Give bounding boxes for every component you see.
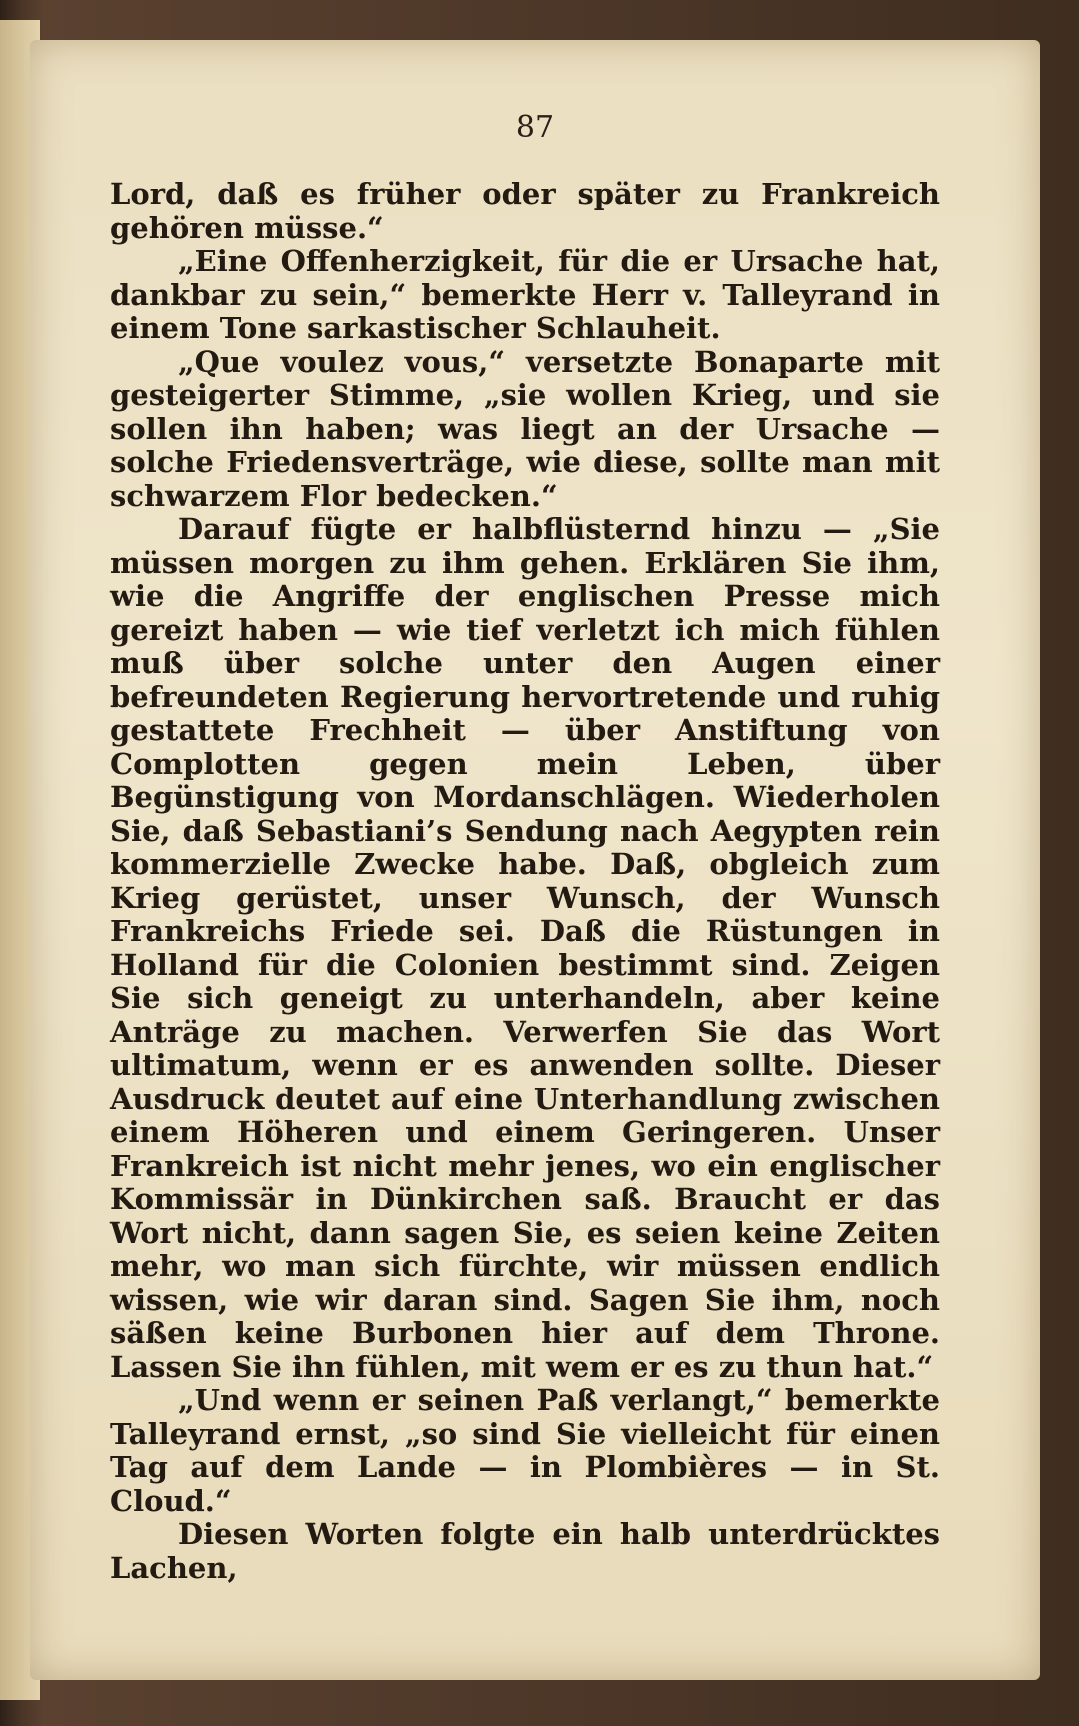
- book-page: [30, 40, 1040, 1680]
- paragraph: Darauf fügte er halbflüsternd hinzu — „Sie müssen morgen zu ihm gehen. Erklären Sie ihm, wie die Angriffe der englischen Presse mich gereizt haben — wie tief verletzt ich mich fühlen muß über solche unter den Augen einer befreundeten Regierung hervortretende und ruhig gestattete Frechheit — über Anstiftung von Complotten gegen mein Leben, über Begünstigung von Mordanschlägen. Wiederholen Sie, daß Sebastiani’s Sendung nach Aegypten rein kommerzielle Zwecke habe. Daß, obgleich zum Krieg gerüstet, unser Wunsch, der Wunsch Frankreichs Friede sei. Daß die Rüstungen in Holland für die Colonien bestimmt sind. Zeigen Sie sich geneigt zu unterhandeln, aber keine Anträge zu machen. Verwerfen Sie das Wort ultimatum, wenn er es anwenden sollte. Dieser Ausdruck deutet auf eine Unterhandlung zwischen einem Höheren und einem Geringeren. Unser Frankreich ist nicht mehr jenes, wo ein englischer Kommissär in Dünkirchen saß. Braucht er das Wort nicht, dann sagen Sie, es seien keine Zeiten mehr, wo man sich fürchte, wir müssen endlich wissen, wie wir daran sind. Sagen Sie ihm, noch säßen keine Burbonen hier auf dem Throne. Lassen Sie ihn fühlen, mit wem er es zu thun hat.“: [110, 512, 940, 1384]
- paragraph: Lord, daß es früher oder später zu Frankreich gehören müsse.“: [110, 177, 940, 245]
- paragraph: „Und wenn er seinen Paß verlangt,“ bemerkte Talleyrand ernst, „so sind Sie vielleicht für einen Tag auf dem Lande — in Plombières — in St. Cloud.“: [110, 1383, 940, 1518]
- page-number: 87: [515, 110, 555, 145]
- paragraph: „Que voulez vous,“ versetzte Bonaparte mit gesteigerter Stimme, „sie wollen Krieg, und sie sollen ihn haben; was liegt an der Ursache — solche Friedensverträge, wie diese, sollte man mit schwarzem Flor bedecken.“: [110, 344, 940, 513]
- paragraph: Diesen Worten folgte ein halb unterdrücktes Lachen,: [110, 1517, 940, 1585]
- page-text: [110, 178, 940, 1585]
- paragraph: „Eine Offenherzigkeit, für die er Ursache hat, dankbar zu sein,“ bemerkte Herr v. Talleyrand in einem Tone sarkastischer Schlauheit.: [110, 244, 940, 345]
